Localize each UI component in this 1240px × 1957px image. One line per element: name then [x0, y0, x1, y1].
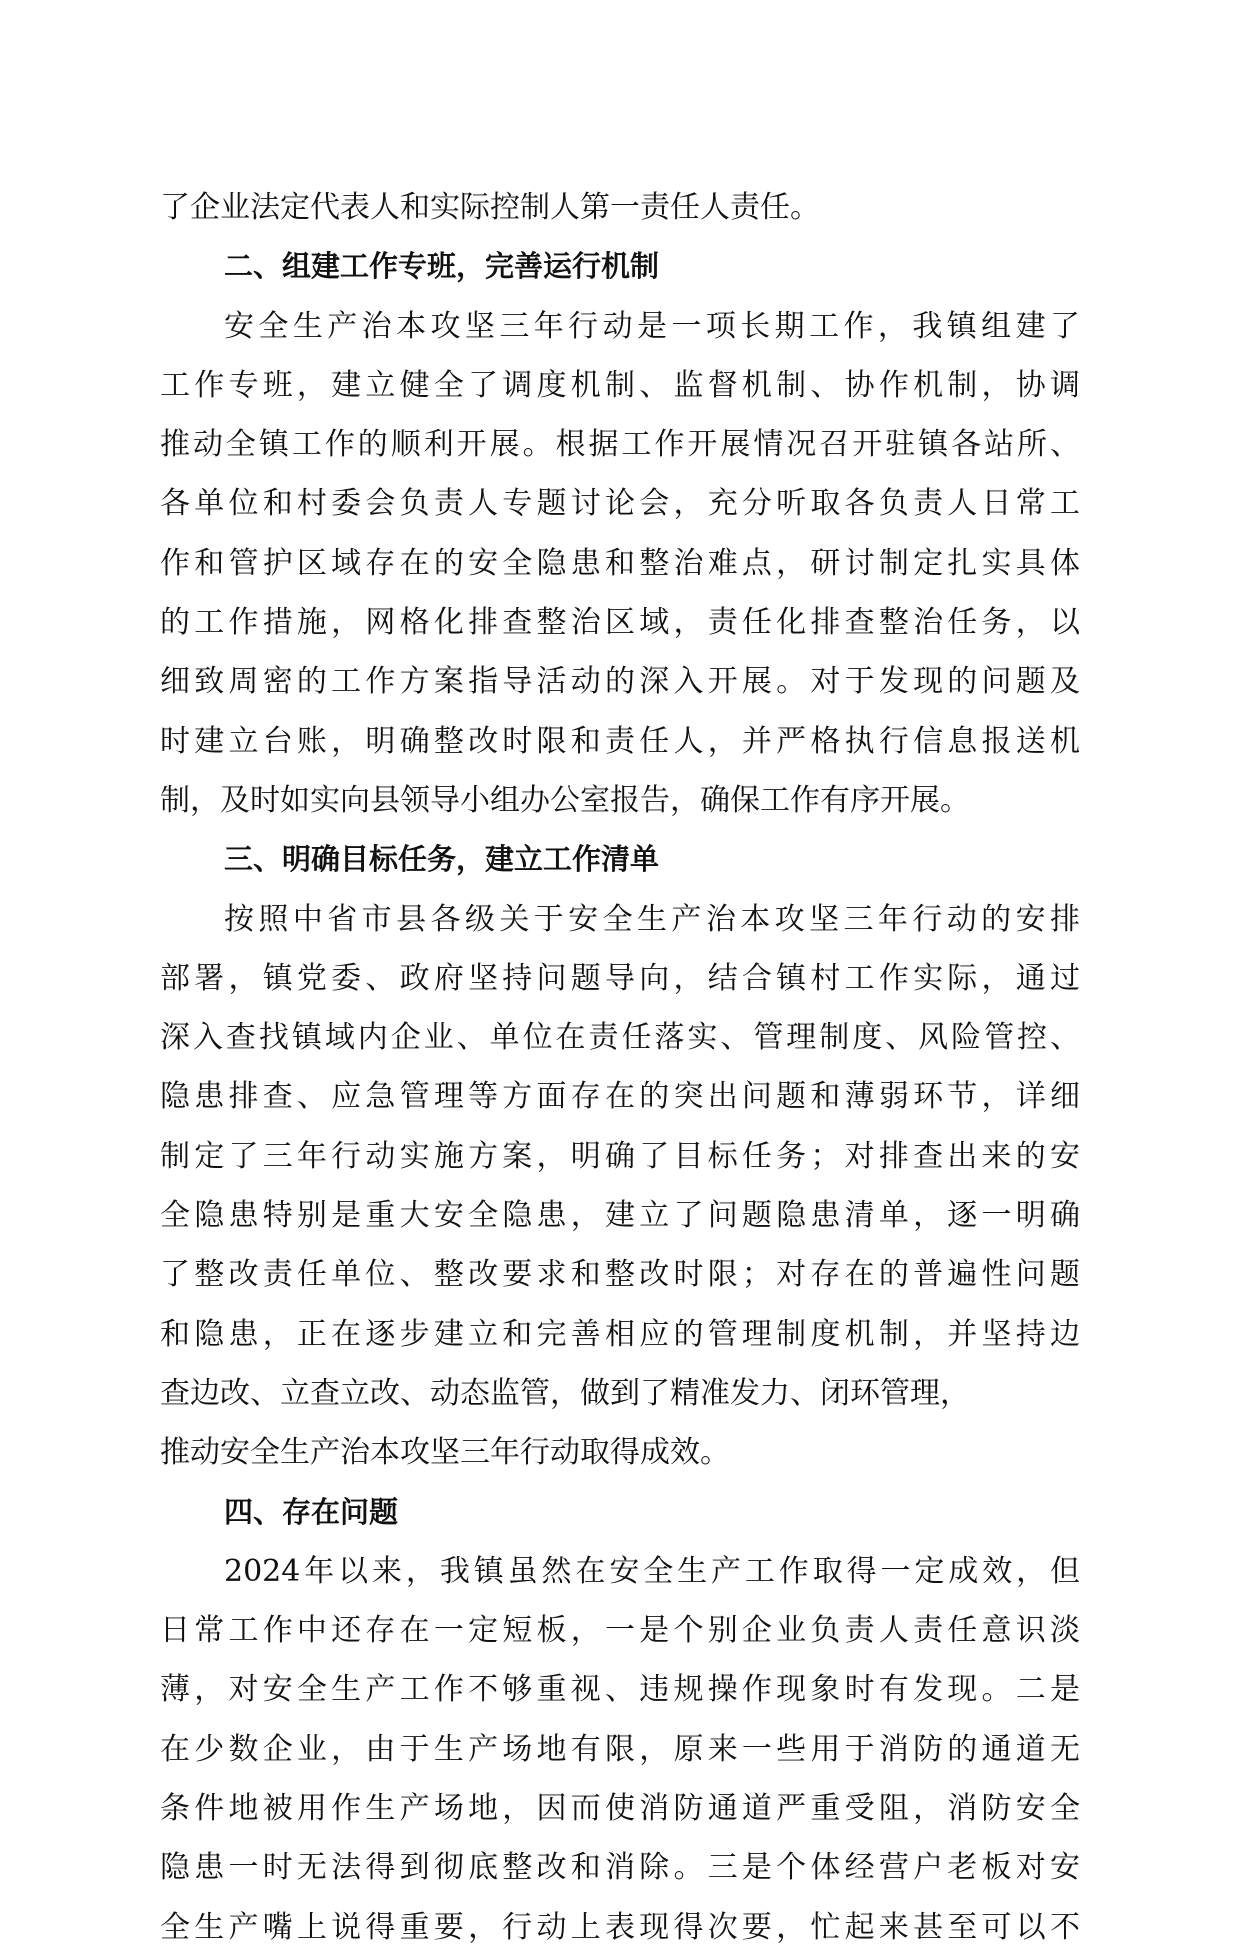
- paragraph-line: 时建立台账，明确整改时限和责任人，并严格执行信息报送机: [160, 723, 1080, 759]
- paragraph-line: 制，及时如实向县领导小组办公室报告，确保工作有序开展。: [160, 782, 970, 818]
- section-heading: 二、组建工作专班，完善运行机制: [224, 249, 660, 284]
- paragraph-line: 和隐患，正在逐步建立和完善相应的管理制度机制，并坚持边: [160, 1316, 1080, 1352]
- paragraph-line: 作和管护区域存在的安全隐患和整治难点，研讨制定扎实具体: [160, 545, 1080, 581]
- paragraph-line: 隐患一时无法得到彻底整改和消除。三是个体经营户老板对安: [160, 1850, 1080, 1886]
- section-heading: 三、明确目标任务，建立工作清单: [224, 842, 660, 877]
- paragraph-line: 各单位和村委会负责人专题讨论会，充分听取各负责人日常工: [160, 486, 1080, 522]
- paragraph-line: 全隐患特别是重大安全隐患，建立了问题隐患清单，逐一明确: [160, 1198, 1080, 1234]
- paragraph-line: 推动全镇工作的顺利开展。根据工作开展情况召开驻镇各站所、: [160, 427, 1080, 463]
- paragraph-line: 推动安全生产治本攻坚三年行动取得成效。: [160, 1435, 730, 1471]
- paragraph-line: 薄，对安全生产工作不够重视、违规操作现象时有发现。二是: [160, 1672, 1080, 1708]
- paragraph-line: 细致周密的工作方案指导活动的深入开展。对于发现的问题及: [160, 664, 1080, 700]
- paragraph-line: 制定了三年行动实施方案，明确了目标任务；对排查出来的安: [160, 1138, 1080, 1174]
- paragraph-line: 查边改、立查立改、动态监管，做到了精准发力、闭环管理，: [160, 1375, 970, 1411]
- paragraph-line: 按照中省市县各级关于安全生产治本攻坚三年行动的安排: [224, 901, 1080, 937]
- paragraph-line: 深入查找镇域内企业、单位在责任落实、管理制度、风险管控、: [160, 1020, 1080, 1056]
- section-heading: 四、存在问题: [224, 1494, 399, 1529]
- paragraph-line: 安全生产治本攻坚三年行动是一项长期工作，我镇组建了: [224, 308, 1080, 344]
- paragraph-line: 部署，镇党委、政府坚持问题导向，结合镇村工作实际，通过: [160, 960, 1080, 996]
- paragraph-line: 全生产嘴上说得重要，行动上表现得次要，忙起来甚至可以不: [160, 1909, 1080, 1945]
- paragraph-line: 在少数企业，由于生产场地有限，原来一些用于消防的通道无: [160, 1731, 1080, 1767]
- paragraph-line: 条件地被用作生产场地，因而使消防通道严重受阻，消防安全: [160, 1791, 1080, 1827]
- paragraph-line: 工作专班，建立健全了调度机制、监督机制、协作机制，协调: [160, 367, 1080, 403]
- document-body: [160, 178, 1080, 1957]
- paragraph-line: 2024年以来，我镇虽然在安全生产工作取得一定成效，但: [224, 1553, 1080, 1589]
- paragraph-line: 的工作措施，网格化排查整治区域，责任化排查整治任务，以: [160, 605, 1080, 641]
- paragraph-line: 日常工作中还存在一定短板，一是个别企业负责人责任意识淡: [160, 1613, 1080, 1649]
- paragraph-line: 隐患排查、应急管理等方面存在的突出问题和薄弱环节，详细: [160, 1079, 1080, 1115]
- paragraph-line: 了企业法定代表人和实际控制人第一责任人责任。: [160, 190, 820, 225]
- paragraph-line: 了整改责任单位、整改要求和整改时限；对存在的普遍性问题: [160, 1257, 1080, 1293]
